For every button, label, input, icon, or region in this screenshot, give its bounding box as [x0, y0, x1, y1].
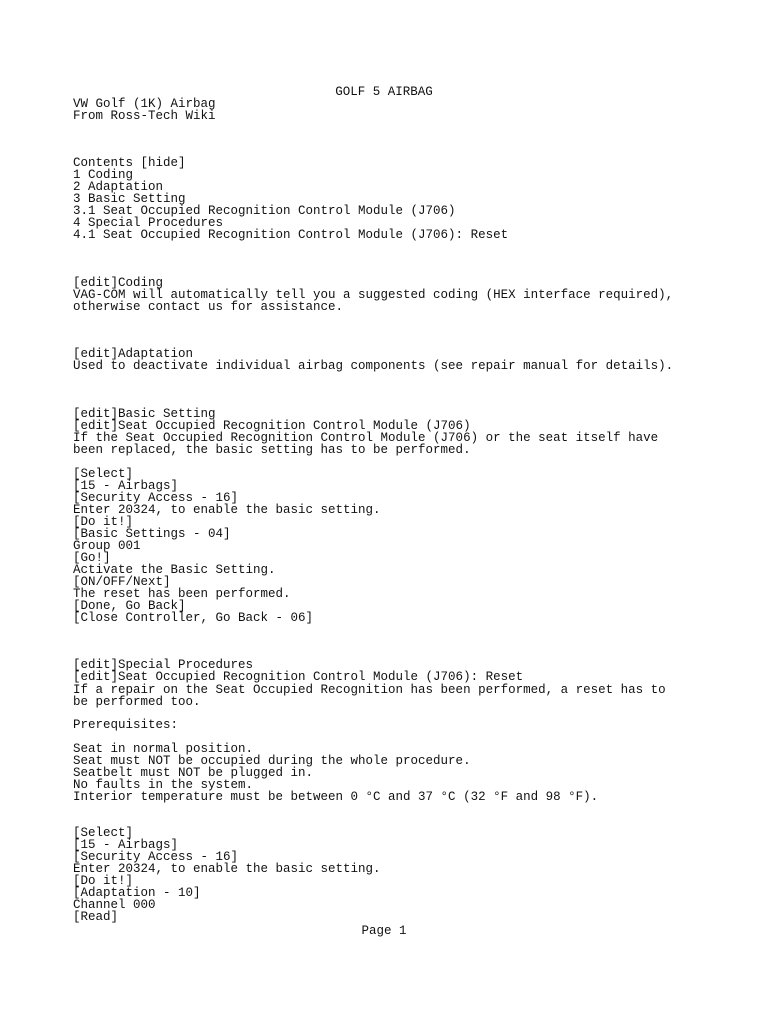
special-procedures-intro: be performed too.	[73, 695, 201, 709]
basic-setting-intro: been replaced, the basic setting has to be performed.	[73, 443, 471, 457]
special-procedures-step: [Read]	[73, 910, 119, 924]
basic-setting-step: Group 001	[73, 539, 141, 553]
contents-item: 2 Adaptation	[73, 180, 164, 194]
coding-text: otherwise contact us for assistance.	[73, 300, 344, 314]
document-source: From Ross-Tech Wiki	[73, 109, 216, 123]
basic-setting-step: [Select]	[73, 467, 134, 481]
prerequisite-item: Seatbelt must NOT be plugged in.	[73, 766, 314, 780]
prerequisite-item: No faults in the system.	[73, 778, 254, 792]
basic-setting-step: [Close Controller, Go Back - 06]	[73, 611, 314, 625]
coding-heading: [edit]Coding	[73, 276, 164, 290]
basic-setting-step: Enter 20324, to enable the basic setting.	[73, 503, 381, 517]
prerequisite-item: Seat must NOT be occupied during the whole procedure.	[73, 754, 471, 768]
special-procedures-intro: If a repair on the Seat Occupied Recognition has been performed, a reset has to	[73, 683, 666, 697]
special-procedures-subheading: [edit]Seat Occupied Recognition Control Module (J706): Reset	[73, 670, 524, 684]
coding-text: VAG-COM will automatically tell you a suggested coding (HEX interface required),	[73, 288, 674, 302]
special-procedures-step: [15 - Airbags]	[73, 838, 179, 852]
contents-item: 4 Special Procedures	[73, 216, 224, 230]
special-procedures-step: Channel 000	[73, 898, 156, 912]
special-procedures-step: [Security Access - 16]	[73, 850, 239, 864]
special-procedures-step: Enter 20324, to enable the basic setting.	[73, 862, 381, 876]
page-number: Page 1	[361, 924, 407, 938]
basic-setting-step: [Basic Settings - 04]	[73, 527, 231, 541]
basic-setting-step: [Done, Go Back]	[73, 599, 186, 613]
contents-item: 3 Basic Setting	[73, 192, 186, 206]
contents-item: 4.1 Seat Occupied Recognition Control Module (J706): Reset	[73, 228, 509, 242]
basic-setting-step: [Go!]	[73, 551, 111, 565]
contents-heading: Contents [hide]	[73, 156, 186, 170]
contents-item: 3.1 Seat Occupied Recognition Control Module (J706)	[73, 204, 456, 218]
document-subtitle: VW Golf (1K) Airbag	[73, 97, 216, 111]
basic-setting-heading: [edit]Basic Setting	[73, 407, 216, 421]
basic-setting-step: Activate the Basic Setting.	[73, 563, 276, 577]
adaptation-text: Used to deactivate individual airbag components (see repair manual for details).	[73, 359, 674, 373]
special-procedures-heading: [edit]Special Procedures	[73, 658, 254, 672]
prerequisites-label: Prerequisites:	[73, 718, 179, 732]
basic-setting-step: [ON/OFF/Next]	[73, 575, 171, 589]
adaptation-heading: [edit]Adaptation	[73, 347, 194, 361]
basic-setting-step: [15 - Airbags]	[73, 479, 179, 493]
prerequisite-item: Interior temperature must be between 0 °C and 37 °C (32 °F and 98 °F).	[73, 790, 599, 804]
special-procedures-step: [Adaptation - 10]	[73, 886, 201, 900]
prerequisite-item: Seat in normal position.	[73, 742, 254, 756]
basic-setting-step: [Security Access - 16]	[73, 491, 239, 505]
special-procedures-step: [Select]	[73, 826, 134, 840]
contents-item: 1 Coding	[73, 168, 134, 182]
basic-setting-intro: If the Seat Occupied Recognition Control Module (J706) or the seat itself have	[73, 431, 659, 445]
basic-setting-step: The reset has been performed.	[73, 587, 291, 601]
basic-setting-subheading: [edit]Seat Occupied Recognition Control Module (J706)	[73, 419, 471, 433]
basic-setting-step: [Do it!]	[73, 515, 134, 529]
special-procedures-step: [Do it!]	[73, 874, 134, 888]
document-title: GOLF 5 AIRBAG	[335, 85, 433, 99]
